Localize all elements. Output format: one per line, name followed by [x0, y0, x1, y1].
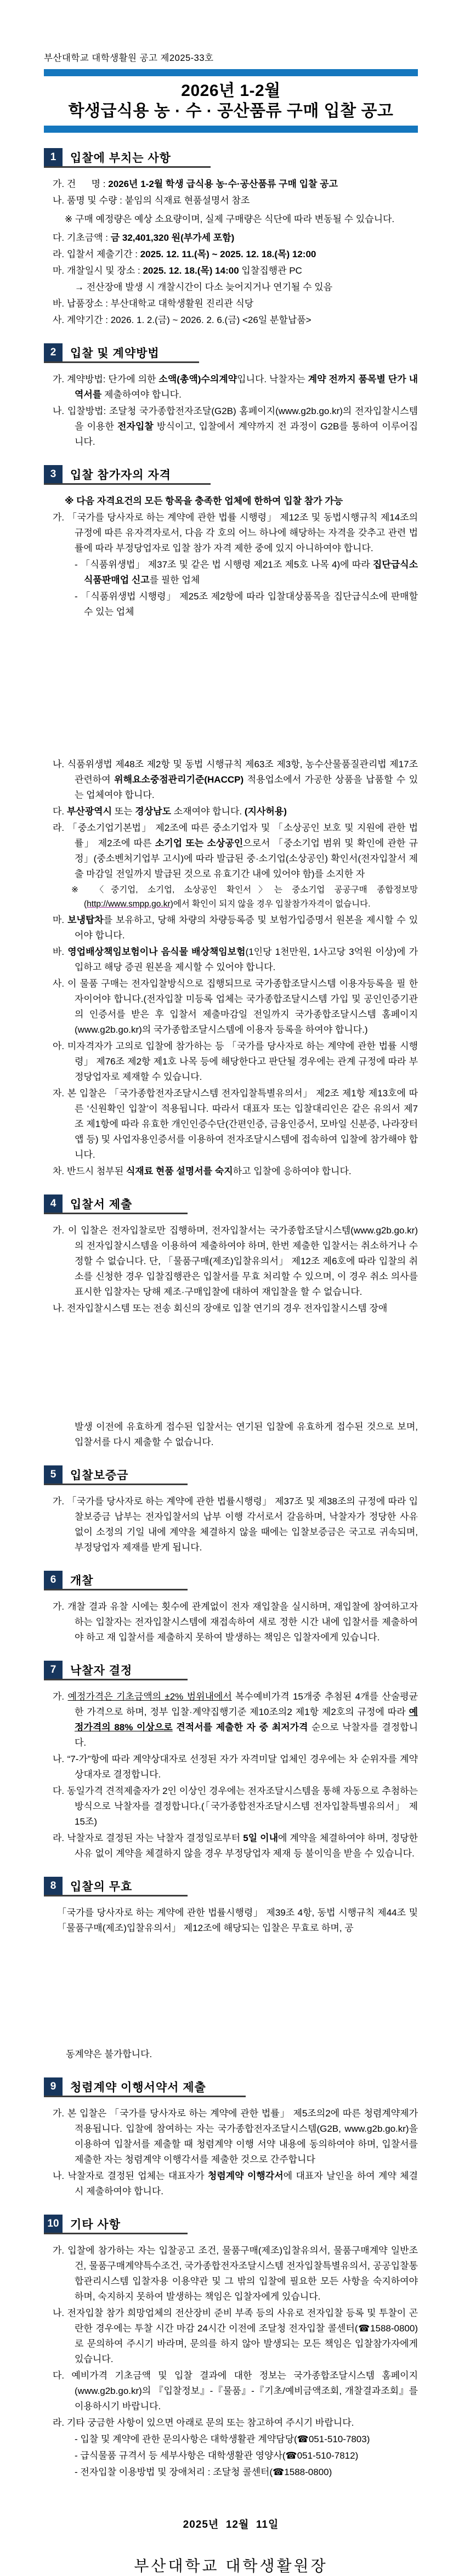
- text-run: ※ 다음 자격요건의 모든 항목을 충족한 업체에 한하여 입찰 참가 가능: [65, 496, 343, 506]
- text-run: 계약 전까지 품목별 단가 내역서를: [75, 374, 418, 400]
- paragraph: [53, 820, 418, 882]
- section-header-2: [44, 343, 418, 363]
- paragraph: [53, 2106, 418, 2167]
- text-run: 순으로 낙찰자를 결정합니다.: [75, 1722, 418, 1748]
- paragraph: [53, 2243, 418, 2305]
- text-run: 나. “7-가”항에 따라 계약상대자로 선정된 자가 자격미달 업체인 경우에는 차 순위자를 계약상대자로 결정합니다.: [53, 1754, 418, 1780]
- section-header-row: [44, 1661, 188, 1680]
- paragraph: [53, 1784, 418, 1830]
- paragraph: [53, 589, 418, 620]
- text-run: 가. 이 입찰은 전자입찰로만 집행하며, 전자입찰서는 국가종합조달시스템(www.g2b.go.kr)의 전자입찰시스템을 이용하여 제출하여야 하며, 한번 제출한 입찰서는 취소하거나 수정할 수 없습니다. 단, 「물품구매(제조)입찰유의서」 제12조 제6호에 따라 입찰의 취소를 신청한 경우 입찰집행관은 입찰서를 무효 처리할 수 있으며, 이 경우 취소 의사를 표시한 입찰자는 당해 제조·구매입찰에 대하여 재입찰을 할 수 없습니다.: [53, 1225, 418, 1297]
- paragraph: [53, 913, 418, 943]
- text-run: 식재료 현품 설명서를 숙지: [126, 1166, 233, 1176]
- paragraph: [53, 1689, 418, 1751]
- paragraph: [53, 1223, 418, 1300]
- text-run: 다. 예비가격 기초금액 및 입찰 결과에 대한 정보는 국가종합조달시스템 홈페이지(www.g2b.go.kr)의 『입찰정보』-『물품』-『기초/예비금액조회, 개찰결과조회』를 이용하시기 바랍니다.: [53, 2370, 418, 2411]
- paragraph: [53, 1831, 418, 1861]
- text-run: 전자입찰: [117, 421, 154, 432]
- text-run: 방식이고, 입찰에서 계약까지 전 과정이 G2B를 통하여 이루어집니다.: [75, 421, 418, 447]
- text-run: )에서 확인이 되지 않을 경우 입찰참가자격이 없습니다.: [170, 899, 371, 909]
- text-run: 가. 계약방법: 단가에 의한: [53, 374, 159, 384]
- paragraph: [53, 510, 418, 556]
- document-content: [44, 0, 418, 2576]
- section-number-box: 1: [44, 148, 63, 166]
- section-title: 입찰서 제출: [70, 1198, 133, 1211]
- text-run: 를 보유하고, 당해 차량의 차량등록증 및 보험가입증명서 원본을 제시할 수 있어야 합니다.: [75, 915, 418, 941]
- section-body-7: [44, 1689, 418, 1861]
- page-break-gap: [53, 1937, 418, 2047]
- text-run: 동계약은 불가합니다.: [66, 2049, 152, 2059]
- paragraph: [53, 557, 418, 588]
- section-header-row: [44, 1194, 188, 1214]
- text-run: 가.: [53, 1691, 68, 1702]
- page-break-gap: [53, 621, 418, 757]
- text-run: 가. 「국가를 당사자로 하는 계약에 관한 법률 시행령」 제12조 및 동법시행규칙 제14조의 규정에 따른 유자격자로서, 다음 각 호의 어느 하나에 해당하는 자격을 갖추고 관련 법률에 따라 부정당업자로 입찰 참가 자격 제한 중에 있지 아니하여야 합니다.: [53, 512, 418, 553]
- document-title-line1: 2026년 1-2월: [181, 82, 281, 100]
- section-body-2: [44, 372, 418, 450]
- text-run: 발생 이전에 유효하게 접수된 입찰서는 연기된 입찰에 유효하게 접수된 것으로 보며, 입찰서를 다시 제출할 수 없습니다.: [75, 1422, 418, 1447]
- paragraph: [53, 280, 418, 295]
- paragraph: [53, 1752, 418, 1782]
- section-number-box: 7: [44, 1661, 63, 1679]
- text-run: ※ 〈중기업, 소기업, 소상공인 확인서〉는 중소기업 공공구매 종합정보망(: [71, 885, 418, 909]
- text-run: 위해요소중점관리기준(HACCP): [114, 774, 244, 785]
- text-run: - 입찰 및 계약에 관한 문의사항은 대학생활관 계약담당(☎051-510-7803): [75, 2434, 370, 2444]
- text-run: 소재여야 합니다.: [171, 806, 245, 817]
- paragraph: [53, 2306, 418, 2367]
- text-run: 다. 동일가격 견적제출자가 2인 이상인 경우에는 전자조달시스템을 통해 자동으로 추첨하는 방식으로 낙찰자를 결정합니다.(「국가종합전자조달시스템 전자입찰특별유의서」 제15조): [53, 1786, 418, 1827]
- text-run: - 「식품위생법 시행령」 제25조 제2항에 따라 입찰대상품목을 집단급식소에 판매할 수 있는 업체: [75, 591, 418, 617]
- text-run: 입찰집행관 PC: [239, 265, 302, 276]
- text-run: 「국가를 당사자로 하는 계약에 관한 법률시행령」 제39조 4항, 동법 시행규칙 제44조 및 「물품구매(제조)입찰유의서」 제12조에 해당되는 입찰은 무효로 하며, 공: [57, 1907, 418, 1933]
- text-run: 라. 기타 궁금한 사항이 있으면 아래로 문의 또는 참고하여 주시기 바랍니다.: [53, 2418, 354, 2428]
- paragraph: [53, 883, 418, 911]
- paragraph: [53, 1086, 418, 1163]
- text-run: 2025. 12. 18.(목) 14:00: [143, 265, 239, 276]
- text-run: 또는: [112, 806, 135, 817]
- text-run: 사. 이 물품 구매는 전자입찰방식으로 집행되므로 국가종합조달시스템 이용자등록을 필 한 자이어야 합니다.(전자입찰 미등록 업체는 국가종합조달시스템 가입 및 공인인증기관의 인증서를 받은 후 입찰서 제출마감일 전일까지 국가종합조달시스템 홈페이지(www.g2b.go.kr)의 국가종합조달시스템에 이용자 등록을 하여야 합니다.): [53, 978, 418, 1035]
- announcement-date: 2025년 12월 11일: [183, 2519, 279, 2530]
- banner-bar-bottom: [44, 126, 418, 133]
- section-header-7: [44, 1661, 418, 1680]
- text-run: 입니다. 낙찰자는: [237, 374, 308, 384]
- text-run: ※ 구매 예정량은 예상 소요량이며, 실제 구매량은 식단에 따라 변동될 수 있습니다.: [65, 214, 395, 224]
- text-run: 부산광역시: [66, 806, 112, 817]
- text-run: 나. 식품위생법 제48조 제2항 및 동법 시행규칙 제63조 제3항, 농수산물품질관리법 제17조 관련하여: [53, 759, 418, 785]
- paragraph: [53, 976, 418, 1038]
- text-run: 나. 낙찰자로 결정된 업체는 대표자가: [53, 2171, 208, 2181]
- section-number-box: 3: [44, 465, 63, 483]
- issuer-signature: 부산대학교 대학생활원장: [134, 2557, 328, 2574]
- paragraph: [53, 193, 418, 208]
- paragraph: [53, 212, 418, 227]
- banner-bar-top: [44, 69, 418, 76]
- text-run: 마.: [53, 915, 68, 925]
- text-run: 바. 납품장소 : 부산대학교 대학생활원 진리관 식당: [53, 298, 254, 309]
- text-run: 2026년 1-2월 학생 급식용 농·수·공산품류 구매 입찰 공고: [108, 179, 338, 189]
- text-run: 라. 낙찰자로 결정된 자는 낙찰자 결정일로부터: [53, 1833, 244, 1843]
- paragraph: [53, 2415, 418, 2431]
- text-run: 를 필한 업체: [149, 575, 200, 585]
- section-title: 입찰에 부치는 사항: [70, 151, 171, 165]
- paragraph: [53, 757, 418, 803]
- paragraph: [53, 177, 418, 192]
- paragraph: [53, 2465, 418, 2480]
- text-run: 가. 개찰 결과 유찰 시에는 횟수에 관계없이 전자 재입찰을 실시하며, 재입찰에 참여하고자 하는 입찰자는 전자입찰시스템에 재접속하여 새로 정한 시간 내에 입찰서를 제출하여야 하고 재 입찰서를 제출하지 못하여 발생하는 책임은 입찰자에게 있습니다.: [53, 1601, 418, 1643]
- text-run: 가. 건 명 :: [53, 179, 109, 189]
- section-header-row: [44, 2077, 246, 2097]
- paragraph: [53, 804, 418, 819]
- paragraph: [53, 494, 418, 509]
- text-run: 나. 전자입찰 참가 희망업체의 전산장비 준비 부족 등의 사유로 전자입찰 등록 및 투찰이 곤란한 경우에는 투찰 시간 마감 24시간 이전에 조달청 전자입찰 콜센터(☎1588-0800)로 문의하여 주시기 바라며, 문의를 하지 않아 발생되는 모든 책임은 입찰참가자에게 있습니다.: [53, 2308, 418, 2364]
- section-header-6: [44, 1571, 418, 1590]
- text-run: 나. 전자입찰시스템 또는 전송 회신의 장애로 입찰 연기의 경우 전자입찰시스템 장애: [53, 1303, 388, 1314]
- section-title: 입찰의 무효: [70, 1880, 133, 1893]
- paragraph: [53, 263, 418, 279]
- section-body-4: [44, 1223, 418, 1450]
- paragraph: [53, 2368, 418, 2414]
- section-number-box: 9: [44, 2077, 63, 2096]
- section-title: 입찰 참가자의 자격: [70, 468, 171, 482]
- text-run: - 「식품위생법」 제37조 및 같은 법 시행령 제21조 제5호 나목 4)에 따라: [75, 559, 373, 570]
- text-run: 으로서 「중소기업 범위 및 확인에 관한 규정」(중소벤처기업부 고시)에 따라 발급된 중·소기업(소상공인) 확인서(전자입찰서 제출 마감일 전일까지 발급된 것으로 유효기간 내에 있어야 함)를 소지한 자: [75, 838, 418, 879]
- text-run: 견적서를 제출한 자 중 최저가격: [176, 1722, 308, 1733]
- text-run: 예정가격의 88% 이상으로: [75, 1707, 418, 1733]
- section-header-row: [44, 465, 211, 485]
- text-run: 복수예비가격 15개중 추첨된 4개를 산술평균한 가격으로 하며, 정부 입찰·계약집행기준 제10조의2 제1항 제2호의 규정에 따라: [75, 1691, 418, 1717]
- text-run: 마. 개찰일시 및 장소 :: [53, 265, 143, 276]
- section-body-9: [44, 2106, 418, 2199]
- text-run: 집단급식소 식품판매업 신고: [84, 559, 418, 585]
- section-title: 입찰보증금: [70, 1469, 129, 1482]
- section-body-3: [44, 494, 418, 1179]
- section-header-1: [44, 148, 418, 168]
- paragraph: [53, 296, 418, 312]
- text-run: 하고 입찰에 응하여야 합니다.: [233, 1166, 352, 1176]
- section-header-9: [44, 2077, 418, 2097]
- url-link[interactable]: http://www.smpp.go.kr: [87, 899, 171, 909]
- paragraph: [53, 313, 418, 328]
- section-body-5: [44, 1494, 418, 1555]
- section-header-row: [44, 2215, 188, 2234]
- text-run: - 전자입찰 이용방법 및 장애처리 : 조달청 콜센터(☎1588-0800): [75, 2467, 332, 2477]
- section-body-8: [44, 1905, 418, 2062]
- document-title-line2: 학생급식용 농 · 수 · 공산품류 구매 입찰 공고: [68, 102, 394, 120]
- paragraph: [53, 1905, 418, 1936]
- paragraph: [53, 372, 418, 403]
- section-title: 낙찰자 결정: [70, 1664, 133, 1677]
- paragraph: [53, 404, 418, 450]
- paragraph: [53, 1301, 418, 1316]
- paragraph: [53, 2169, 418, 2199]
- text-run: 예정가격은 기초금액의 ±2% 범위내에서: [67, 1691, 232, 1702]
- text-run: 소액(총액)수의계약: [158, 374, 237, 384]
- text-run: 경상남도: [135, 806, 171, 817]
- text-run: 나. 입찰방법: 조달청 국가종합전자조달(G2B) 홈페이지(www.g2b.go.kr)의 전자입찰시스템을 이용한: [53, 406, 418, 432]
- paragraph: [53, 1039, 418, 1085]
- text-run: 제출하여야 합니다.: [101, 389, 182, 400]
- paragraph: [53, 2448, 418, 2464]
- section-title: 청렴계약 이행서약서 제출: [70, 2081, 206, 2094]
- text-run: 적용업소에서 가공한 상품을 납품할 수 있는 업체여야 합니다.: [75, 774, 418, 800]
- text-run: 가. 본 입찰은 「국가를 당사자로 하는 계약에 관한 법률」 제5조의2에 따른 청렴계약제가 적용됩니다. 입찰에 참여하는 자는 국가종합전자조달시스템(G2B, www.g2b.go.kr)을 이용하여 입찰서를 제출할 때 청렴계약 이행 서약 내용에 동의하여야 하며, 입찰서를 제출한 자는 청렴계약 이행각서를 제출한 것으로 간주합니다: [53, 2108, 418, 2165]
- text-run: 영업배상책임보험이나 음식물 배상책임보험: [67, 947, 246, 957]
- section-header-3: [44, 465, 418, 485]
- text-run: 다.: [53, 806, 67, 817]
- section-body-1: [44, 177, 418, 328]
- section-title: 입찰 및 계약방법: [70, 347, 160, 360]
- paragraph: [53, 1494, 418, 1555]
- text-run: → 전산장애 발생 시 개찰시간이 다소 늦어지거나 연기될 수 있음: [75, 282, 333, 292]
- section-title: 개찰: [70, 1574, 94, 1587]
- section-title: 기타 사항: [70, 2218, 121, 2231]
- section-header-8: [44, 1877, 418, 1896]
- paragraph: [53, 247, 418, 262]
- section-header-10: [44, 2215, 418, 2234]
- section-header-5: [44, 1465, 418, 1485]
- paragraph: [53, 944, 418, 975]
- text-run: 차. 반드시 첨부된: [53, 1166, 126, 1176]
- text-run: 2025. 12. 11.(목) ~ 2025. 12. 18.(목) 12:00: [140, 249, 316, 259]
- paragraph: [53, 1599, 418, 1645]
- section-header-row: [44, 343, 199, 363]
- section-header-row: [44, 1571, 188, 1590]
- paragraph: [53, 2047, 418, 2062]
- text-run: 금 32,401,320 원(부가세 포함): [110, 233, 235, 243]
- section-number-box: 4: [44, 1194, 63, 1213]
- section-number-box: 5: [44, 1465, 63, 1484]
- text-run: 가. 「국가를 당사자로 하는 계약에 관한 법률시행령」 제37조 및 제38조의 규정에 따라 입찰보증금 납부는 전자입찰서의 납부 이행 각서로서 갈음하며, 낙찰자가 정당한 사유 없이 소정의 기일 내에 계약을 체결하지 않을 때에는 입찰보증금은 국고로 귀속되며, 부정당업자 제재를 받게 됩니다.: [53, 1496, 418, 1553]
- section-number-box: 8: [44, 1877, 63, 1895]
- paragraph: [53, 1164, 418, 1179]
- paragraph: [53, 1419, 418, 1450]
- page-break-gap: [53, 1317, 418, 1419]
- text-run: (지사허용): [244, 806, 287, 817]
- text-run: 자. 본 입찰은 「국가종합전자조달시스템 전자입찰특별유의서」 제2조 제1항 제13호에 따른 ‘신원확인 입찰’이 적용됩니다. 따라서 대표자 또는 입찰대리인은 같은 유의서 제7조 제1항에 따라 유효한 개인인증수단(간편인증, 금융인증서, 모바일 신분증, 나라장터 앱 등) 및 사업자용인증서를 이용하여 전자조달시스템에 접속하여 입찰에 참가해야 합니다.: [53, 1088, 418, 1160]
- section-body-6: [44, 1599, 418, 1645]
- text-run: 청렴계약 이행각서: [207, 2171, 284, 2181]
- section-header-row: [44, 1465, 188, 1485]
- paragraph: [53, 2432, 418, 2447]
- text-run: 가. 입찰에 참가하는 자는 입찰공고 조건, 물품구매(제조)입찰유의서, 물품구매계약 일반조건, 물품구매계약특수조건, 국가종합전자조달시스템 전자입찰특별유의서, 공공입찰통합관리시스템 입찰자용 이용약관 및 그 밖의 입찰에 필요한 모든 사항을 숙지하여야 하며, 숙지하지 못하여 발생하는 책임은 입찰자에게 있습니다.: [53, 2245, 418, 2302]
- text-run: 라. 입찰서 제출기간 :: [53, 249, 140, 259]
- section-header-4: [44, 1194, 418, 1214]
- text-run: 라. 「중소기업기본법」 제2조에 따른 중소기업자 및 「소상공인 보호 및 지원에 관한 법률」 제2조에 따른: [53, 823, 418, 848]
- text-run: 보냉탑차: [67, 915, 104, 925]
- section-body-10: [44, 2243, 418, 2480]
- section-number-box: 2: [44, 343, 63, 361]
- text-run: 바.: [53, 947, 68, 957]
- text-run: 다. 기초금액 :: [53, 233, 111, 243]
- text-run: 나. 품명 및 수량 : 붙임의 식재료 현품설명서 참조: [53, 195, 250, 206]
- paragraph: [53, 230, 418, 246]
- text-run: (1인당 1천만원, 1사고당 3억원 이상)에 가입하고 해당 증권 원본을 제시할 수 있어야 합니다.: [75, 947, 418, 972]
- section-header-row: [44, 148, 211, 168]
- section-number-box: 10: [44, 2215, 63, 2233]
- text-run: 소기업 또는 소상공인: [155, 838, 244, 848]
- section-number-box: 6: [44, 1571, 63, 1589]
- section-header-row: [44, 1877, 188, 1896]
- document-title: [44, 76, 418, 123]
- text-run: 사. 계약기간 : 2026. 1. 2.(금) ~ 2026. 2. 6.(금) <26일 분할납품>: [53, 315, 312, 325]
- text-run: 5일 이내: [243, 1833, 279, 1843]
- notice-number: 부산대학교 대학생활원 공고 제2025-33호: [44, 53, 214, 63]
- text-run: - 급식물품 규격서 등 세부사항은 대학생활관 영양사(☎051-510-7812): [75, 2450, 359, 2461]
- text-run: 에 계약을 체결하여야 하며, 정당한 사유 없이 계약을 체결하지 않을 경우 부정당업자 제재 등 불이익을 받을 수 있습니다.: [75, 1833, 418, 1859]
- text-run: 에 대표자 날인을 하여 계약 체결 시 제출하여야 합니다.: [75, 2171, 418, 2196]
- text-run: 아. 미자격자가 고의로 입찰에 참가하는 등 「국가를 당사자로 하는 계약에 관한 법률 시행령」 제76조 제2항 제1호 나목 등에 해당한다고 판단될 경우에는 관계 규정에 따라 부정당업자로 제재할 수 있습니다.: [53, 1041, 418, 1082]
